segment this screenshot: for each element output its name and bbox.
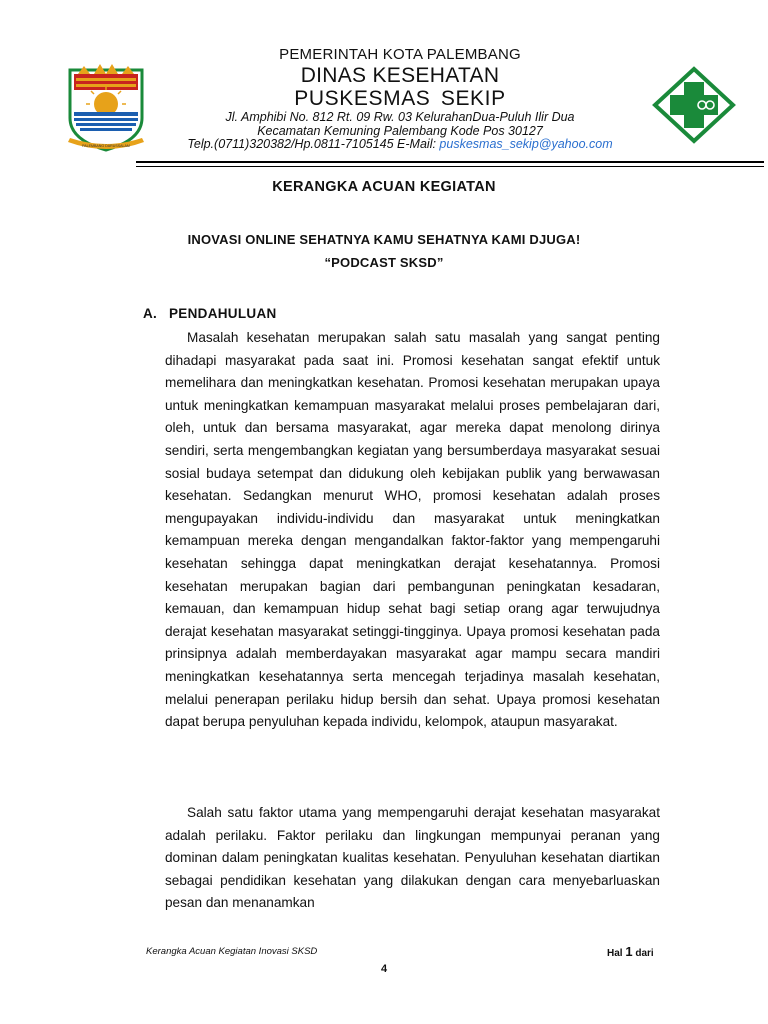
document-subtitle-line-2: “PODCAST SKSD”: [324, 255, 444, 270]
puskesmas-cross-logo: [652, 66, 736, 144]
contact-phone: Telp.(0711)320382/Hp.0811-7105145 E-Mail:: [187, 137, 440, 151]
emblem-caption: PALEMBANG DARUSSALAM: [82, 144, 130, 148]
paragraph-2-text: Salah satu faktor utama yang mempengaruhi derajat kesehatan masyarakat adalah perilaku. Faktor perilaku dan lingkungan mempunyai peranan yang dominan dalam peningkatan kualitas kesehatan. Penyuluhan kesehatan diartikan sebagai pendidikan kesehatan yang dilakukan dengan cara menyebarluaskan pesan dan menanamkan: [165, 805, 660, 911]
footer-document-name: Kerangka Acuan Kegiatan Inovasi SKSD: [146, 946, 318, 957]
footer-page-current: 1: [625, 944, 633, 959]
footer-page-prefix: Hal: [607, 948, 626, 959]
header-divider-thick: [136, 161, 764, 163]
letterhead: [0, 0, 768, 165]
address-line-1: Jl. Amphibi No. 812 Rt. 09 Rw. 03 KelurahanDua-Puluh Ilir Dua: [225, 110, 575, 124]
department-name: DINAS KESEHATAN: [300, 64, 500, 87]
facility-name: PUSKESMAS SEKIP: [294, 87, 506, 110]
footer-page-indicator: [607, 944, 654, 959]
contact-line: [120, 137, 680, 151]
footer-page-total: 4: [380, 963, 388, 975]
paragraph-2: [165, 802, 660, 915]
section-a-heading: [143, 306, 277, 321]
section-a-title: PENDAHULUAN: [169, 306, 277, 321]
document-title: KERANGKA ACUAN KEGIATAN: [272, 179, 496, 195]
paragraph-1: [165, 327, 660, 734]
paragraph-1-text: Masalah kesehatan merupakan salah satu masalah yang sangat penting dihadapi masyarakat pada saat ini. Promosi kesehatan sangat efektif untuk memelihara dan meningkatkan kesehatan. Promosi kesehatan merupakan upaya untuk meningkatkan kemampuan masyarakat melalui proses pembelajaran dari, oleh, untuk dan bersama masyarakat, agar mereka dapat menolong dirinya sendiri, serta mengembangkan kegiatan yang bersumberdaya masyarakat sesuai sosial budaya setempat dan didukung oleh kebijakan publik yang berwawasan kesehatan. Sedangkan menurut WHO, promosi kesehatan adalah proses mengupayakan individu-individu dan masyarakat untuk meningkatkan kemampuan mereka dengan mengandalkan faktor-faktor yang mempengaruhi kesehatan sehingga dapat meningkatkan derajat kesehatannya. Promosi kesehatan merupakan bagian dari pembangunan peningkatan kesadaran, kemauan, dan kemampuan hidup sehat bagi setiap orang agar terwujudnya derajat kesehatan masyarakat setinggi-tingginya. Upaya promosi kesehatan pada prinsipnya adalah memberdayakan masyarakat agar mampu secara mandiri meningkatkan kesehatannya serta mencegah terjadinya masalah kesehatan, melalui penerapan perilaku hidup bersih dan sehat. Upaya promosi kesehatan dapat berupa penyuluhan kepada individu, kelompok, ataupun masyarakat.: [165, 330, 660, 730]
footer-page-suffix: dari: [632, 948, 654, 959]
address-line-2: Kecamatan Kemuning Palembang Kode Pos 30127: [257, 124, 543, 138]
header-divider-thin: [136, 166, 764, 167]
email-link[interactable]: puskesmas_sekip@yahoo.com: [439, 137, 613, 151]
document-subtitle-line-1: INOVASI ONLINE SEHATNYA KAMU SEHATNYA KAMI DJUGA!: [187, 232, 581, 247]
government-name: PEMERINTAH KOTA PALEMBANG: [279, 46, 521, 63]
section-a-number: A.: [143, 306, 158, 321]
